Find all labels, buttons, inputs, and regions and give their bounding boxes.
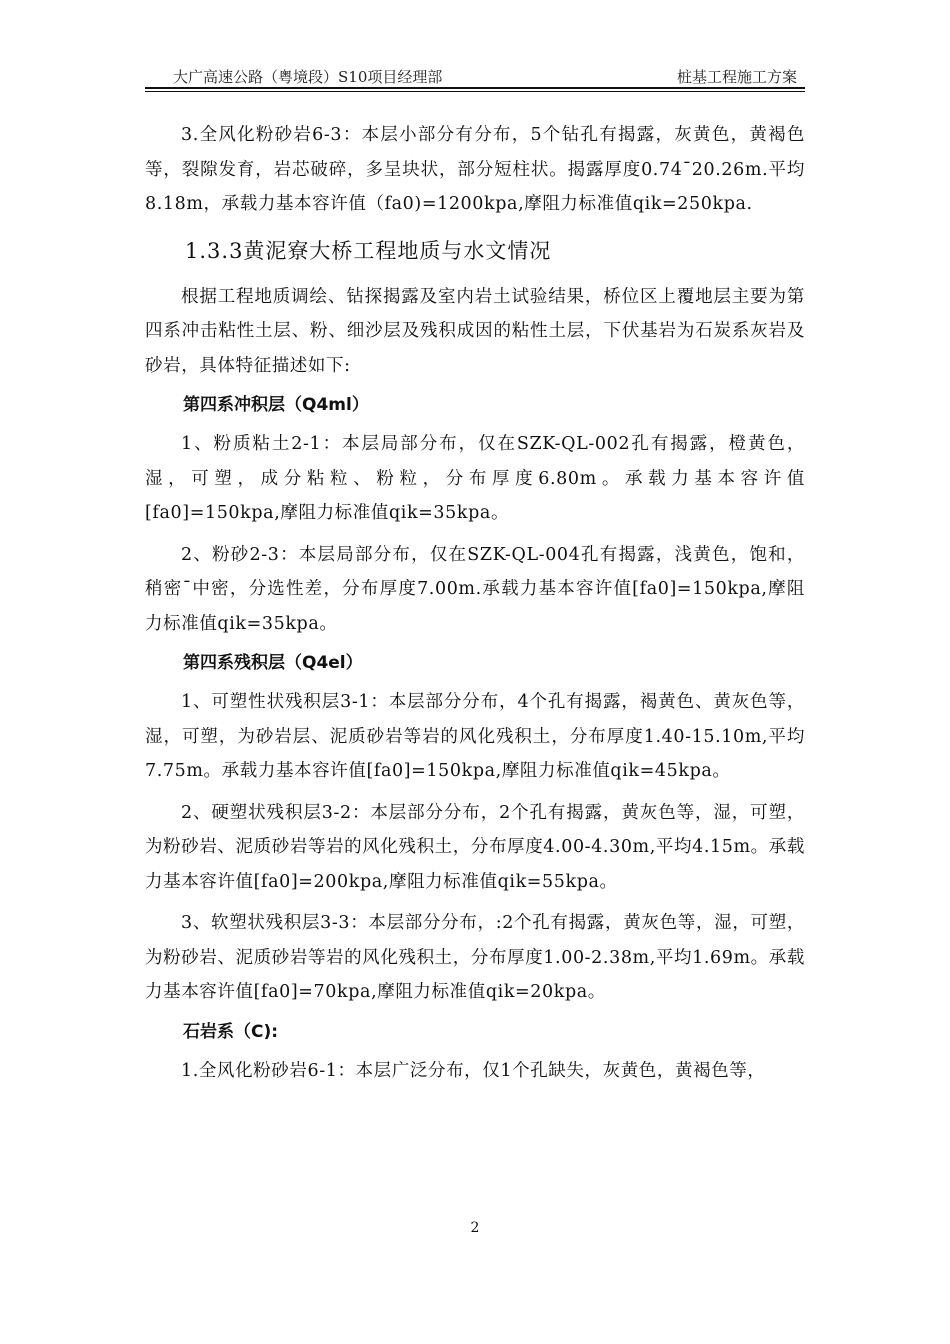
page-number: 2 xyxy=(470,1220,480,1236)
header-document-title: 桩基工程施工方案 xyxy=(676,68,797,86)
paragraph-overview: 根据工程地质调绘、钻探揭露及室内岩土试验结果，桥位区上覆地层主要为第四系冲击粘性土层、粉、细沙层及残积成因的粘性土层，下伏基岩为石炭系灰岩及砂岩，具体特征描述如下: xyxy=(145,286,805,376)
subheading-alluvial-layer: 第四系冲积层（Q4ml） xyxy=(183,395,369,415)
subheading-carboniferous: 石岩系（C): xyxy=(183,1021,279,1042)
subheading-residual-layer: 第四系残积层（Q4el） xyxy=(183,653,363,673)
paragraph-plastic-residual-3-1: 1、可塑性状残积层3-1：本层部分分布，4个孔有揭露，褐黄色、黄灰色等，湿，可塑，为砂岩层、泥质砂岩等岩的风化残积土，分布厚度1.40-15.10m,平均7.75m。承载力基本容许值[fa0]=150kpa,摩阻力标准值qik=45kpa。 xyxy=(145,692,805,781)
paragraph-soft-plastic-residual-3-3: 3、软塑状残积层3-3：本层部分分布，:2个孔有揭露，黄灰色等，湿，可塑，为粉砂岩、泥质砂岩等岩的风化残积土，分布厚度1.00-2.38m,平均1.69m。承载力基本容许值[fa0]=70kpa,摩阻力标准值qik=20kpa。 xyxy=(145,913,805,1002)
document-body xyxy=(145,118,805,1088)
header-project-name: 大广高速公路（粤境段）S10项目经理部 xyxy=(173,68,443,86)
paragraph-silty-clay-2-1: 1、粉质粘土2-1：本层局部分布，仅在SZK-QL-002孔有揭露，橙黄色，湿，可塑，成分粘粒、粉粒，分布厚度6.80m。承载力基本容许值[fa0]=150kpa,摩阻力标准值qik=35kpa。 xyxy=(145,434,805,523)
page-header xyxy=(145,62,805,90)
header-divider xyxy=(145,87,805,92)
paragraph-weathered-siltstone-6-1: 1.全风化粉砂岩6-1：本层广泛分布，仅1个孔缺失，灰黄色，黄褐色等， xyxy=(181,1060,766,1081)
section-heading: 1.3.3黄泥寮大桥工程地质与水文情况 xyxy=(185,238,552,263)
paragraph-silt-2-3: 2、粉砂2-3：本层局部分布，仅在SZK-QL-004孔有揭露，浅黄色，饱和，稍密¯中密，分选性差，分布厚度7.00m.承载力基本容许值[fa0]=150kpa,摩阻力标准值qik=35kpa。 xyxy=(145,544,805,634)
paragraph-weathered-siltstone-6-3: 3.全风化粉砂岩6-3：本层小部分有分布，5个钻孔有揭露，灰黄色，黄褐色等，裂隙发育，岩芯破碎，多呈块状，部分短柱状。揭露厚度0.74¯20.26m.平均8.18m，承载力基本容许值（fa0)=1200kpa,摩阻力标准值qik=250kpa. xyxy=(145,125,805,214)
paragraph-hard-plastic-residual-3-2: 2、硬塑状残积层3-2：本层部分分布，2个孔有揭露，黄灰色等，湿，可塑，为粉砂岩、泥质砂岩等岩的风化残积土，分布厚度4.00-4.30m,平均4.15m。承载力基本容许值[fa0]=200kpa,摩阻力标准值qik=55kpa。 xyxy=(145,802,805,892)
